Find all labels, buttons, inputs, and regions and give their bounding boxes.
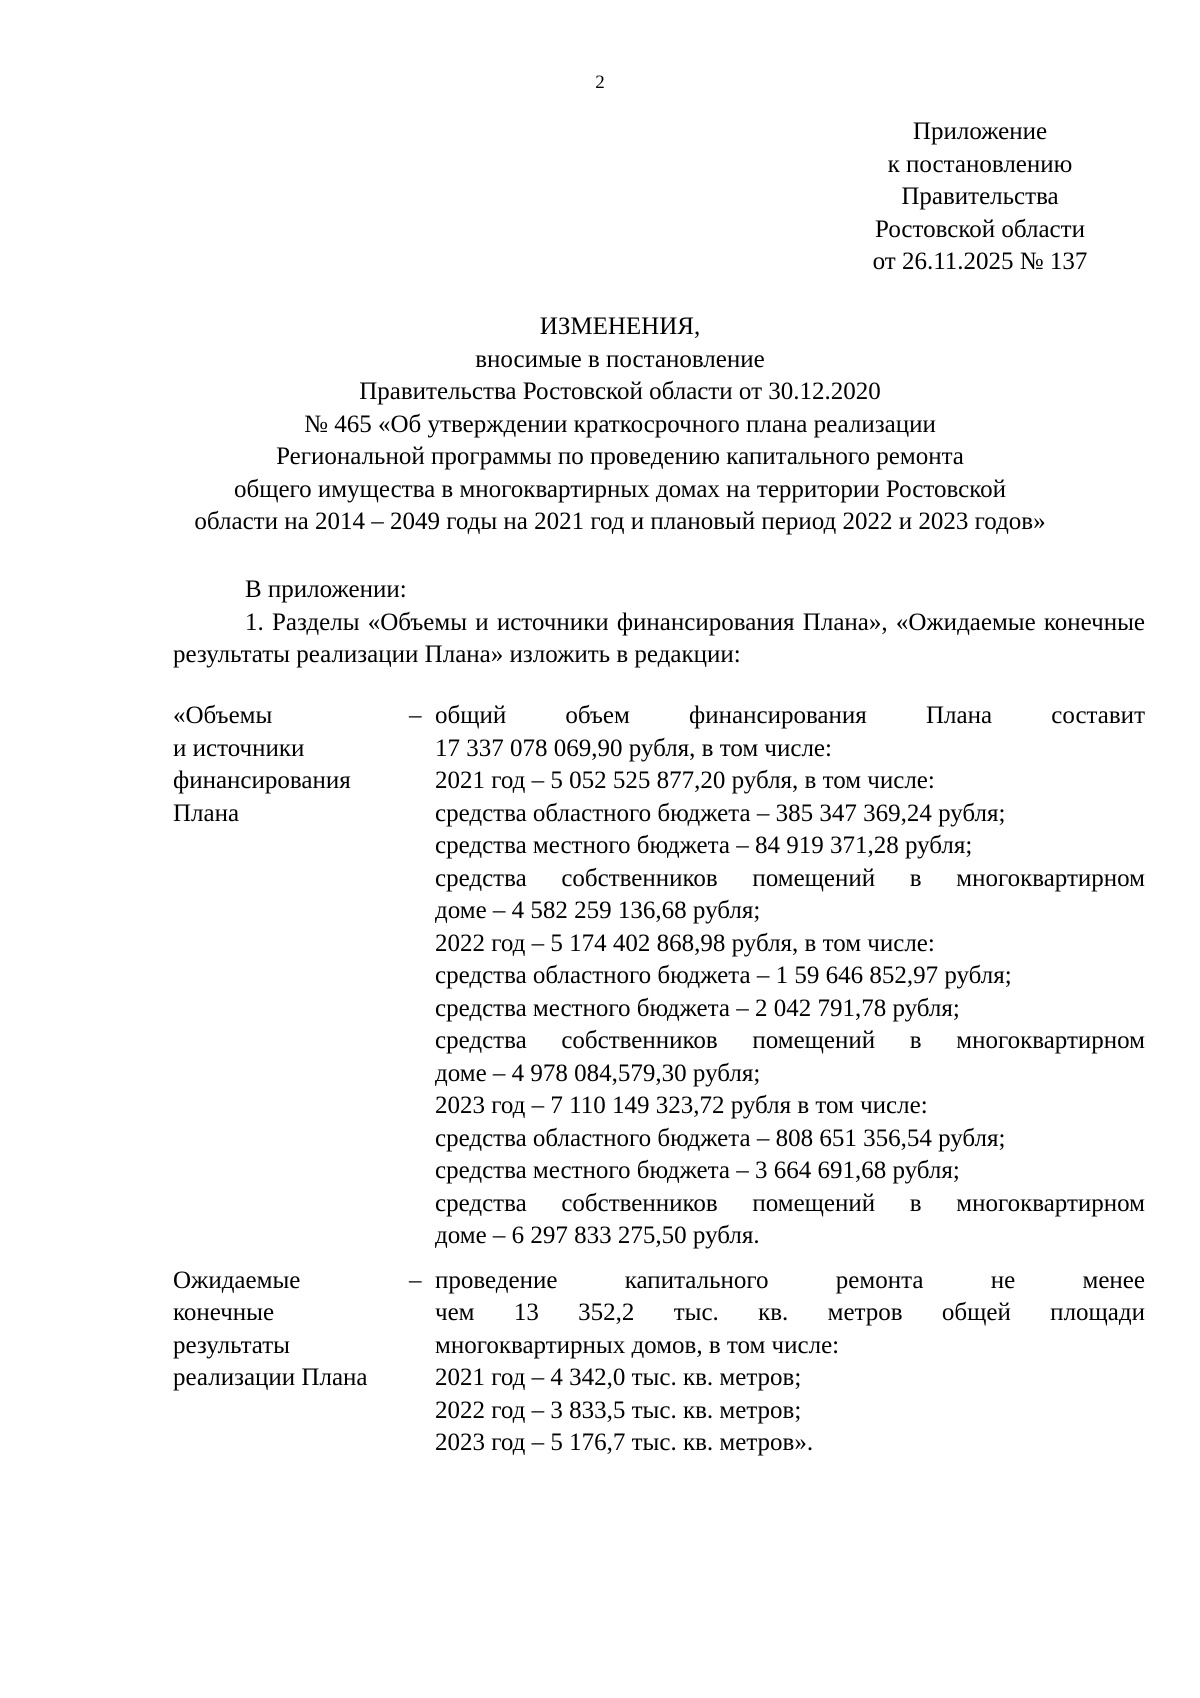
results-dash: – [409,1266,422,1294]
title-line: вносимые в постановление [475,345,765,373]
title-line: № 465 «Об утверждении краткосрочного плана реализации [304,410,936,438]
funding-value [435,700,1145,1253]
results-value-line: 2023 год – 5 176,7 тыс. кв. метров». [435,1429,814,1456]
approval-line: к постановлению [887,150,1073,178]
results-label-line: конечные [173,1299,275,1326]
approval-block [830,116,1130,279]
funding-row [173,700,1145,1253]
approval-date-number: от 26.11.2025 № 137 [872,248,1088,275]
funding-value-line: 17 337 078 069,90 рубля, в том числе: [435,734,832,762]
funding-label [173,700,409,830]
funding-value-line: доме – 6 297 833 275,50 рубля. [435,1222,760,1249]
funding-value-line: средства собственников помещений в многоквартирном [435,1189,1145,1217]
approval-line: Приложение [912,118,1048,145]
results-label-line: Ожидаемые [173,1266,301,1294]
funding-value-line: средства местного бюджета – 2 042 791,78 рубля; [435,994,960,1022]
funding-value-line: средства областного бюджета – 1 59 646 852,97 рубля; [435,962,1012,989]
page-number: 2 [595,72,605,93]
funding-value-line: средства местного бюджета – 84 919 371,28 рубля; [435,832,973,859]
funding-value-line: 2022 год – 5 174 402 868,98 рубля, в том числе: [435,929,935,957]
results-value [435,1265,1145,1460]
funding-label-line: Плана [173,799,240,827]
body-text [173,574,1145,672]
intro-paragraph: В приложении: [245,576,407,603]
funding-value-line: 2023 год – 7 110 149 323,72 рубля в том числе: [435,1092,928,1119]
results-value-line: чем 13 352,2 тыс. кв. метров общей площади [435,1299,1145,1326]
approval-line: Правительства [901,183,1059,210]
funding-value-line: доме – 4 978 084,579,30 рубля; [435,1059,761,1087]
funding-value-line: средства областного бюджета – 385 347 369,24 рубля; [435,799,1006,827]
item-1-paragraph: 1. Разделы «Объемы и источники финансирования Плана», «Ожидаемые конечные результаты реализации Плана» изложить в редакции: [173,608,1145,668]
funding-value-line: общий объем финансирования Плана составит [435,702,1145,729]
results-label-line: реализации Плана [173,1364,368,1391]
funding-value-line: доме – 4 582 259 136,68 рубля; [435,897,761,924]
title-line: общего имущества в многоквартирных домах на территории Ростовской [233,475,1007,503]
results-label-line: результаты [173,1331,290,1359]
approval-line: Ростовской области [875,215,1085,243]
funding-value-line: средства собственников помещений в многоквартирном [435,864,1145,892]
title-line: Региональной программы по проведению капитального ремонта [276,443,964,470]
document-title [160,311,1080,539]
funding-value-line: средства местного бюджета – 3 664 691,68 рубля; [435,1157,960,1184]
results-label [173,1265,409,1395]
funding-value-line: средства областного бюджета – 808 651 356,54 рубля; [435,1124,1006,1152]
funding-label-line: «Объемы [173,702,273,729]
title-heading: ИЗМЕНЕНИЯ, [539,313,701,340]
results-value-line: 2021 год – 4 342,0 тыс. кв. метров; [435,1364,802,1391]
funding-label-line: финансирования [173,767,351,794]
results-row [173,1265,1145,1460]
funding-dash: – [409,702,422,729]
title-line: области на 2014 – 2049 годы на 2021 год и плановый период 2022 и 2023 годов» [194,508,1046,535]
passport-table [173,700,1145,1460]
title-line: Правительства Ростовской области от 30.12.2020 [359,378,881,405]
funding-label-line: и источники [173,734,305,762]
results-value-line: 2022 год – 3 833,5 тыс. кв. метров; [435,1396,802,1424]
results-value-line: проведение капитального ремонта не менее [435,1266,1145,1294]
funding-value-line: 2021 год – 5 052 525 877,20 рубля, в том числе: [435,767,935,794]
results-value-line: многоквартирных домов, в том числе: [435,1331,840,1359]
funding-value-line: средства собственников помещений в многоквартирном [435,1027,1145,1054]
